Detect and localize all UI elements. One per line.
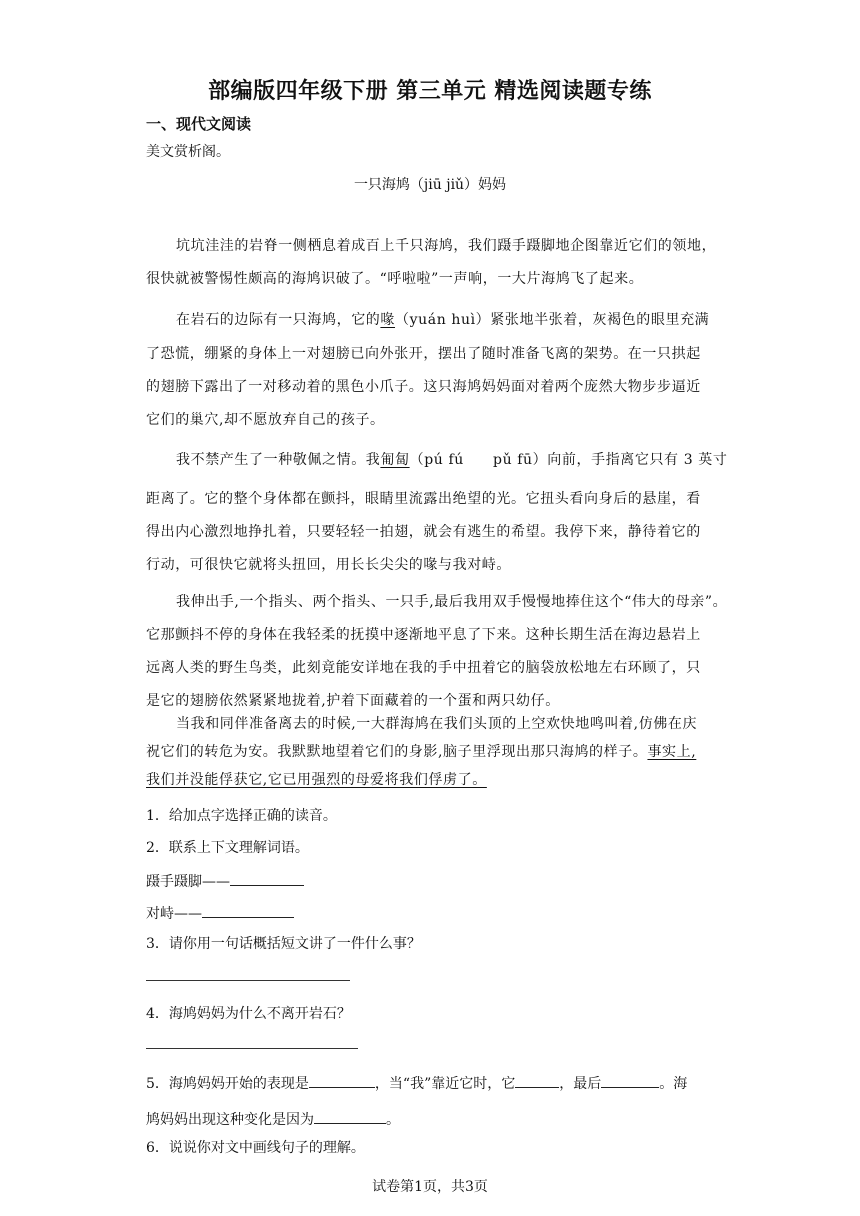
question-2: 2．联系上下文理解词语。 [146,840,309,856]
passage-line: 行动，可很快它就将头扭回，用长长尖尖的喙与我对峙。 [146,557,511,573]
underlined-sentence: 事实上, [647,744,697,760]
answer-blank[interactable] [314,1108,386,1124]
question-4: 4．海鸠妈妈为什么不离开岩石？ [146,1006,351,1022]
passage-line: 当我和同伴准备离去的时候,一大群海鸠在我们头顶的上空欢快地鸣叫着,仿佛在庆 [176,716,698,732]
passage-line: 坑坑洼洼的岩脊一侧栖息着成百上千只海鸠，我们蹑手蹑脚地企图靠近它们的领地， [176,238,717,254]
answer-line[interactable] [146,980,350,981]
passage-line: 很快就被警惕性颇高的海鸠识破了。“呼啦啦”一声响，一大片海鸠飞了起来。 [146,271,644,287]
answer-blank[interactable] [601,1072,659,1088]
passage-line: 我不禁产生了一种敬佩之情。我匍匐（pú fú pǔ fū）向前，手指离它只有 3 英寸 [176,452,728,468]
passage-line: 在岩石的边际有一只海鸠，它的喙（yuán huì）紧张地半张着，灰褐色的眼里充满 [176,312,710,328]
question-2-term-2: 对峙—— [146,902,720,924]
answer-blank[interactable] [309,1072,375,1088]
question-2-term-1: 蹑手蹑脚—— [146,870,720,892]
passage-line: 远离人类的野生鸟类，此刻竟能安详地在我的手中扭着它的脑袋放松地左右环顾了，只 [146,660,701,676]
page-title: 部编版四年级下册 第三单元 精选阅读题专练 [208,79,652,104]
passage-line: 它们的巢穴,却不愿放弃自己的孩子。 [146,412,385,428]
underlined-word: 匍匐 [380,452,410,468]
passage-line: 祝它们的转危为安。我默默地望着它们的身影,脑子里浮现出那只海鸠的样子。事实上, [146,744,697,760]
answer-blank[interactable] [202,902,294,918]
answer-blank[interactable] [230,870,304,886]
passage-line: 得出内心激烈地挣扎着，只要轻轻一拍翅，就会有逃生的希望。我停下来，静待着它的 [146,524,701,540]
answer-blank[interactable] [515,1072,559,1088]
intro-text: 美文赏析阁。 [146,144,230,160]
question-5-line-2: 鸠妈妈出现这种变化是因为 。 [146,1108,720,1130]
passage-line: 它那颤抖不停的身体在我轻柔的抚摸中逐渐地平息了下来。这种长期生活在海边悬岩上 [146,627,701,643]
passage-line [146,770,720,790]
question-6: 6．说说你对文中画线句子的理解。 [146,1140,365,1156]
section-heading: 一、现代文阅读 [146,115,252,133]
question-1: 1．给加点字选择正确的读音。 [146,808,337,824]
question-3: 3．请你用一句话概括短文讲了一件什么事？ [146,936,421,952]
passage-line: 距离了。它的整个身体都在颤抖，眼睛里流露出绝望的光。它扭头看向身后的悬崖，看 [146,491,701,507]
passage-line: 的翅膀下露出了一对移动着的黑色小爪子。这只海鸠妈妈面对着两个庞然大物步步逼近 [146,379,701,395]
passage-line: 了恐慌，绷紧的身体上一对翅膀已向外张开，摆出了随时准备飞离的架势。在一只拱起 [146,346,701,362]
underlined-word: 喙 [380,312,396,328]
passage-title: 一只海鸠（jiū jiǔ）妈妈 [353,177,507,193]
passage-line: 我伸出手,一个指头、两个指头、一只手,最后我用双手慢慢地捧住这个“伟大的母亲”。 [176,594,728,610]
answer-line[interactable] [146,1048,358,1049]
page-footer: 试卷第1页，共3页 [372,1179,488,1195]
underlined-sentence: 我们并没能俘获它,它已用强烈的母爱将我们俘虏了。 [146,772,487,788]
question-5-line-1: 5．海鸠妈妈开始的表现是 ，当“我”靠近它时，它 ，最后 。海 [146,1072,720,1094]
passage-line: 是它的翅膀依然紧紧地拢着,护着下面藏着的一个蛋和两只幼仔。 [146,693,560,709]
